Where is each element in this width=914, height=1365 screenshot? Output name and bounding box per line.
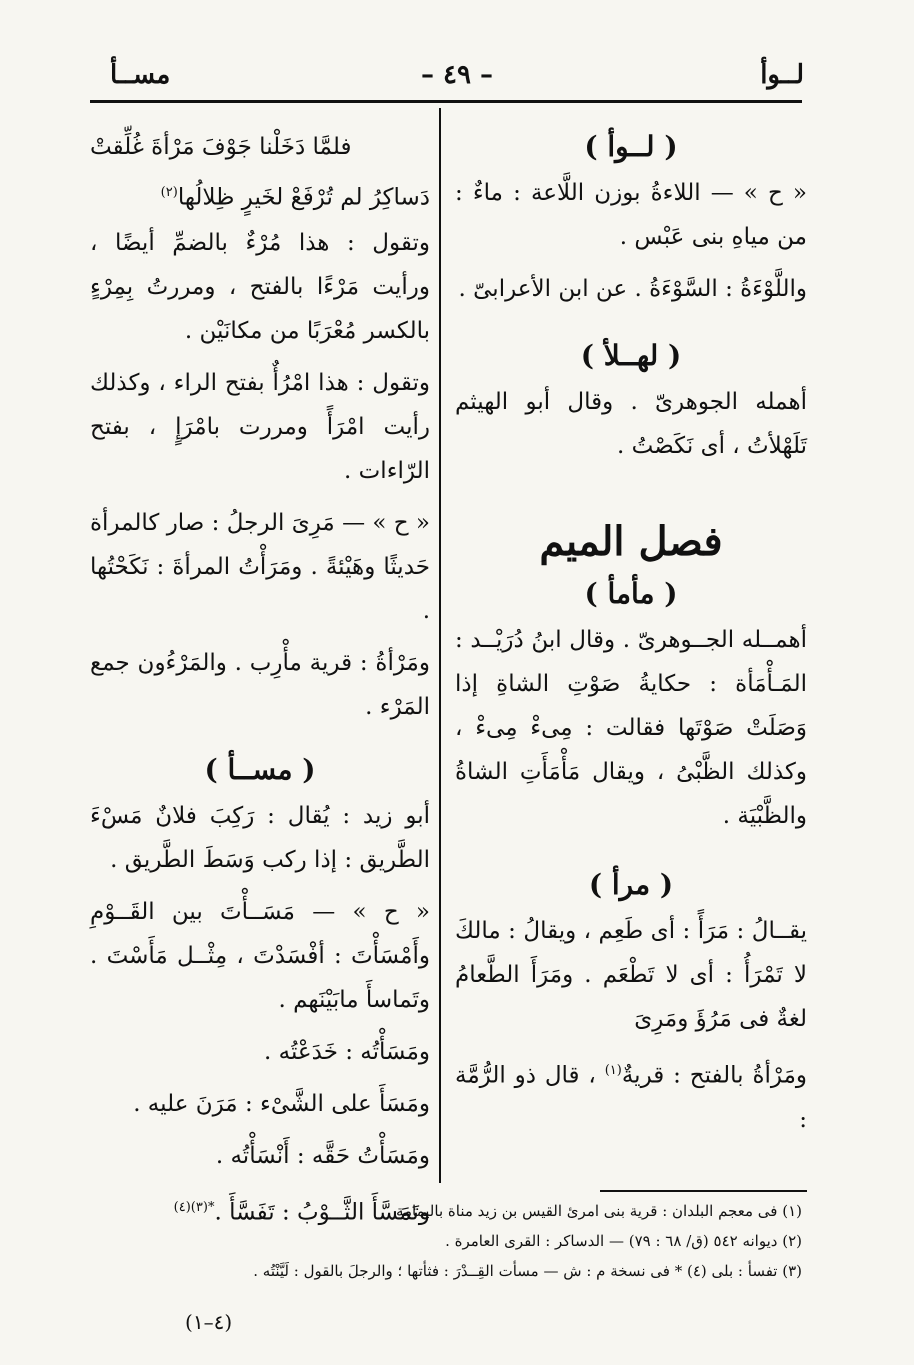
entry-heading-lwa: ( لــوأ ) (584, 130, 678, 163)
entry-text: وتقول : هذا امْرُأٌ بفتح الراء ، وكذلك رأيت امْرَأً ومررت بامْرَإٍ ، بفتح الرّاءات . (90, 369, 430, 484)
verse-line-with-note (90, 170, 430, 221)
header-right-keyword: لــوأ (760, 60, 804, 90)
entry-text: وتقول : هذا مُرْءٌ بالضمِّ أيضًا ، ورأيت مَرْءًا بالفتح ، ومررتُ بِمِرْءٍ بالكسر مُعْرَبًا من مكانَيْن . (90, 229, 430, 344)
footnote: (١) فى معجم البلدان : قرية بنى امرئ القيس بن زيد مناة باليمامة . (386, 1202, 802, 1220)
entry-heading-lahla: ( لهــلأ ) (580, 339, 682, 372)
right-column (455, 118, 807, 1150)
verse-line: دَساكِرُ لم تُرْفَعْ لخَيرٍ ظِلالُها (177, 184, 430, 211)
entry-text-with-note (455, 1049, 807, 1142)
footnote-marker: (١) (604, 1063, 622, 1078)
entry-text: « ح » — مَرِىَ الرجلُ : صار كالمرأة حَديثًا وهَيْئةً . ومَرَأْتُ المرأةَ : نَكَحْتُها . (89, 509, 430, 624)
entry-heading-masa: ( مســأ ) (204, 752, 316, 786)
footnote-marker: *(٣)(٤) (173, 1199, 215, 1215)
entry-text: واللَّوْءَةُ : السَّوْءَةُ . عن ابن الأعرابىّ . (458, 276, 807, 302)
footnote: (٣) تفسأ : بلى (٤) * فى نسخة م : ش — مسأت القِــدْرَ : فثأتها ؛ والرجلَ بالقول : لَيَّنْتُه . (253, 1262, 802, 1280)
footnote-rule (600, 1190, 807, 1192)
entry-text: وتَمَسَّأَ الثَّــوْبُ : تَفَسَّأَ . (214, 1199, 430, 1226)
printer-signature: (٤–١) (185, 1310, 233, 1334)
entry-text: « ح » — اللاءةُ بوزن اللَّاعة : ماءٌ : من مياهِ بنى عَبْس . (455, 180, 807, 250)
left-column (90, 118, 430, 1242)
entry-text: ومَرْأةُ بالفتح : قريةٌ (621, 1062, 808, 1089)
page-number: – ٤٩ – (420, 60, 494, 90)
entry-text: أبو زيد : يُقال : رَكِبَ فلانٌ مَسْءَ الطَّريق : إذا ركب وَسَطَ الطَّريق . (90, 802, 430, 873)
verse-line: فلمَّا دَخَلْنا جَوْفَ مَرْأةَ غُلِّقتْ (90, 134, 352, 160)
column-divider (439, 108, 441, 1183)
entry-text: ومَسَأَ على الشَّىْء : مَرَنَ عليه . (133, 1090, 430, 1117)
entry-text: ومَسَأْتُه : خَدَعْتُه . (264, 1038, 430, 1065)
entry-text: يقــالُ : مَرَأً : أى طَعِم ، ويقالُ : مالكَ لا تَمْرَأُ : أى لا تَطْعَم . ومَرَأَ الطَّعامُ لغةٌ فى مَرُؤَ ومَرِىَ (455, 918, 807, 1032)
entry-text: أهمله الجوهرىّ . وقال أبو الهيثم تَلَهْلأتُ ، أى نَكَصْتُ . (455, 389, 807, 459)
footnote: (٢) ديوانه ٥٤٢ (ق/ ٦٨ : ٧٩) — الدساكر : القرى العامرة . (445, 1232, 802, 1250)
entry-text: أهمــله الجــوهرىّ . وقال ابنُ دُرَيْــد : المَـأْمَأة : حكايةُ صَوْتِ الشاةِ إذا وَصَلَتْ صَوْتَها فقالت : مِىءْ مِىءْ ، وكذلك الظَّبْىُ ، ويقال مَأْمَأَتِ الشاةُ والظَّبْيَة . (455, 627, 807, 829)
entry-text: ، قال ذو الرُّمَّة : (455, 1062, 807, 1133)
footnote-marker: (٢) (160, 185, 178, 200)
entry-heading-mamaa: ( مأمأ ) (584, 577, 678, 610)
entry-heading-mara: ( مرأ ) (588, 868, 674, 901)
header-rule (90, 100, 802, 103)
section-heading: فصل الميم (539, 518, 723, 565)
footnotes (90, 1196, 802, 1286)
header-left-keyword: مســأ (110, 60, 171, 90)
entry-text: ومَرْأةُ : قرية مأْرِب . والمَرْءُون جمع المَرْء . (90, 649, 430, 720)
entry-text: « ح » — مَسَــأْتَ بين القَــوْمِ وأَمْسَأْتَ : أفْسَدْتَ ، مِثْــل مَأَسْتَ . وتَماسأَ مابَيْنَهم . (90, 898, 430, 1013)
entry-text: ومَسَأْتُ حَقَّه : أَنْسَأْتُه . (215, 1142, 430, 1169)
